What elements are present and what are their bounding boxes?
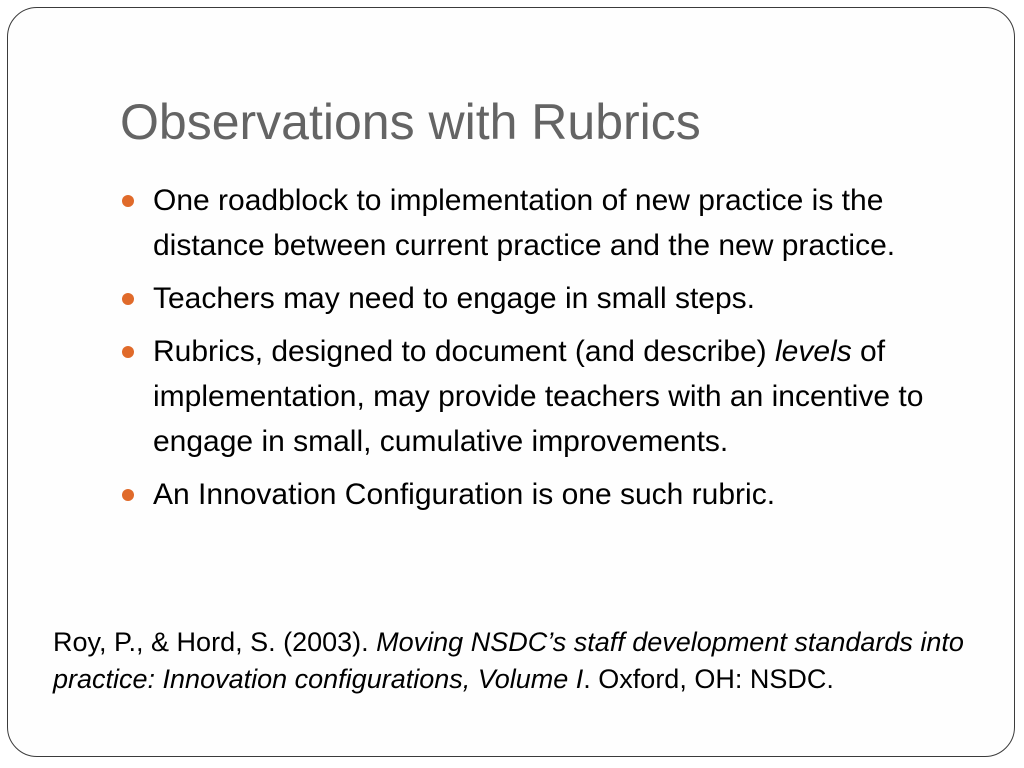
bullet-text-italic: levels: [775, 335, 852, 368]
slide-title: Observations with Rubrics: [120, 94, 701, 150]
bullet-text: An Innovation Configuration is one such rubric.: [153, 478, 776, 511]
bullet-item: [121, 472, 961, 517]
slide-frame: [7, 7, 1015, 757]
bullet-icon: [122, 489, 134, 501]
bullet-text-before: Rubrics, designed to document (and describe): [153, 335, 776, 368]
bullet-item: [121, 329, 961, 464]
citation-authors: Roy, P., & Hord, S. (2003).: [53, 627, 377, 657]
bullet-icon: [122, 346, 134, 358]
citation: [53, 624, 1003, 698]
bullet-text: Teachers may need to engage in small steps.: [153, 282, 756, 315]
citation-title: Moving NSDC’s staff development standards into practice: Innovation configurations, Volume I: [53, 627, 964, 694]
bullet-item: [121, 276, 961, 321]
bullet-text-after: of implementation, may provide teachers with an incentive to engage in small, cumulative improvements.: [153, 335, 924, 458]
bullet-list: [121, 178, 961, 525]
bullet-icon: [122, 293, 134, 305]
bullet-icon: [122, 195, 134, 207]
bullet-text: One roadblock to implementation of new practice is the distance between current practice and the new practice.: [153, 184, 896, 262]
bullet-item: [121, 178, 961, 268]
citation-rest: . Oxford, OH: NSDC.: [583, 664, 834, 694]
